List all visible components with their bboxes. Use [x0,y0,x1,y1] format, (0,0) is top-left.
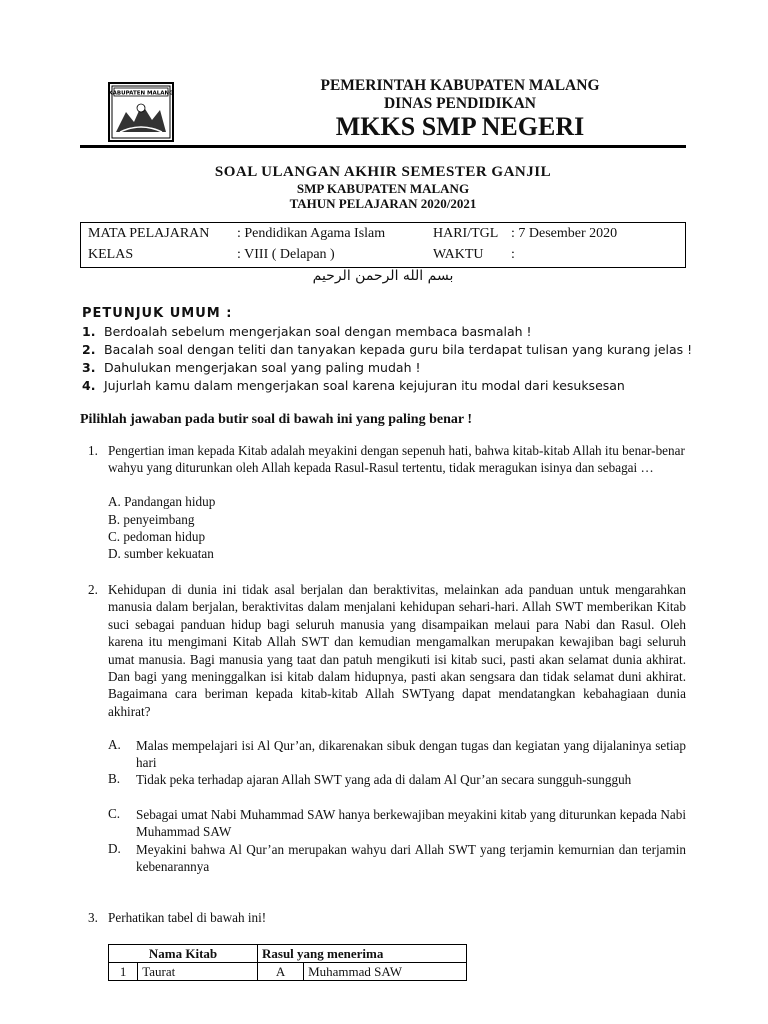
instruction-item: 4. Jujurlah kamu dalam mengerjakan soal karena kejujuran itu modal dari kesuksesan [82,378,625,393]
subject-label: MATA PELAJARAN [88,226,210,241]
table-cell-kitab: Taurat [138,963,258,981]
table-cell-no: 1 [109,963,138,981]
subject-value: : Pendidikan Agama Islam [237,226,386,241]
exam-subtitle-school: SMP KABUPATEN MALANG [296,181,470,196]
question-3-text: Perhatikan tabel di bawah ini! [108,910,267,925]
instruction-item: 3. Dahulukan mengerjakan soal yang paling mudah ! [82,360,421,375]
table-row [109,963,467,981]
question-2-option-b-letter: B. [108,771,121,786]
class-value: : VIII ( Delapan ) [237,247,335,262]
question-1-option-b[interactable]: B. penyeimbang [108,512,195,527]
question-1-number: 1. [88,443,98,458]
question-3-number: 3. [88,910,98,925]
header-government: PEMERINTAH KABUPATEN MALANG [320,77,600,94]
question-2-option-c[interactable]: Sebagai umat Nabi Muhammad SAW hanya berkewajiban meyakini kitab yang diturunkan kepada Nabi Muhammad SAW [136,807,686,840]
section-instruction: Pilihlah jawaban pada butir soal di bawah ini yang paling benar ! [80,412,472,427]
date-value: : 7 Desember 2020 [511,226,618,241]
table-header-row [109,945,467,963]
instruction-item: 2. Bacalah soal dengan teliti dan tanyakan kepada guru bila terdapat tulisan yang kurang jelas ! [82,342,693,357]
exam-subtitle-year: TAHUN PELAJARAN 2020/2021 [289,196,477,211]
question-2-option-d-letter: D. [108,841,121,856]
time-value: : [511,247,515,262]
question-1-option-a[interactable]: A. Pandangan hidup [108,494,216,509]
instruction-item: 1. Berdoalah sebelum mengerjakan soal dengan membaca basmalah ! [82,324,532,339]
question-2-option-c-letter: C. [108,806,121,821]
time-label: WAKTU [433,247,484,262]
question-2-number: 2. [88,582,98,597]
question-1-text: Pengertian iman kepada Kitab adalah meyakini dengan sepenuh hati, bahwa kitab-kitab Allah itu benar-benar wahyu yang diturunkan oleh Allah kepada Rasul-Rasul tertentu, tidak meragukan isinya dan sebagai … [108,443,685,476]
question-1-option-c[interactable]: C. pedoman hidup [108,529,206,544]
kabupaten-malang-logo [108,82,174,142]
table-cell-rasul: Muhammad SAW [304,963,467,981]
table-header-rasul: Rasul yang menerima [258,945,467,963]
table-header-kitab: Nama Kitab [109,945,258,963]
exam-info-box [80,222,686,268]
general-instructions-title: PETUNJUK UMUM : [82,306,233,321]
header-divider [80,145,686,148]
kitab-table [108,944,467,981]
class-label: KELAS [88,247,134,262]
question-2-option-b[interactable]: Tidak peka terhadap ajaran Allah SWT yang ada di dalam Al Qur’an secara sungguh-sungguh [136,772,632,787]
question-2-option-a-letter: A. [108,737,121,752]
header-mkks: MKKS SMP NEGERI [335,112,585,141]
header-department: DINAS PENDIDIKAN [383,95,536,112]
exam-title: SOAL ULANGAN AKHIR SEMESTER GANJIL [214,164,552,180]
svg-text:KABUPATEN MALANG: KABUPATEN MALANG [108,90,174,97]
question-2-option-a[interactable]: Malas mempelajari isi Al Qur’an, dikarenakan sibuk dengan tugas dan kegiatan yang dijalaninya setiap hari [136,738,686,771]
question-2-text: Kehidupan di dunia ini tidak asal berjalan dan beraktivitas, melainkan ada panduan untuk mengarahkan manusia dalam berjalan, beraktivitas dalam menjalani kehidupan sehari-hari. Allah SWT memberikan Kitab suci sebagai panduan hidup bagi seluruh manusia yang disampaikan melaui para Nabi dan Rasul. Oleh karena itu mengimani Kitab Allah SWT dan kemudian mengamalkan merupakan kewajiban bagi seluruh umat manusia. Bagi manusia yang taat dan patuh mengikuti isi kitab suci, pasti akan selamat dunia akhirat. Dan bagi yang meninggalkan isi kitab dalam hidupnya, pasti akan sengsara dan tidak selamat duni akhirat. Bagaimana cara beriman kepada kitab-kitab Allah SWTyang dapat mendatangkan kebahagiaan dunia akhirat? [108,582,686,719]
basmalah: بسم الله الرحمن الرحيم [312,268,454,284]
date-label: HARI/TGL [433,226,499,241]
question-2-option-d[interactable]: Meyakini bahwa Al Qur’an merupakan wahyu dari Allah SWT yang terjamin kemurnian dan terjamin kebenarannya [136,842,686,875]
question-1-option-d[interactable]: D. sumber kekuatan [108,546,214,561]
table-cell-letter: A [258,963,304,981]
